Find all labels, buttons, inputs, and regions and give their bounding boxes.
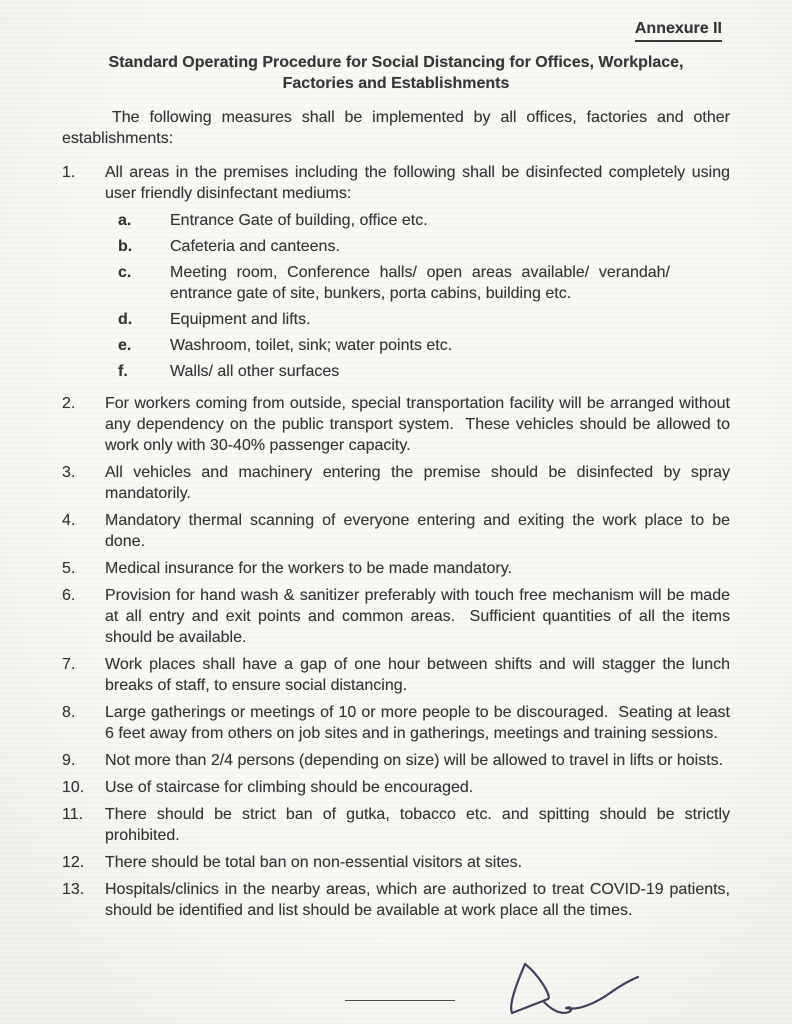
sub-item-letter: c. (118, 264, 132, 281)
item-body (105, 462, 735, 504)
item-number: 10. (62, 779, 85, 796)
list-item (62, 585, 735, 648)
item-number: 12. (62, 854, 85, 871)
list-item (62, 852, 730, 873)
item-text: Mandatory thermal scanning of everyone entering and exiting the work place to be done. (105, 512, 735, 550)
list-item (62, 879, 735, 921)
signature-stroke-main (511, 964, 549, 1013)
item-number: 1. (62, 164, 76, 181)
document-title (62, 52, 730, 94)
sub-item-letter: e. (118, 337, 132, 354)
item-body (105, 852, 730, 873)
sub-item-text: Washroom, toilet, sink; water points etc. (170, 337, 453, 354)
item-number: 6. (62, 587, 76, 604)
item-body (105, 777, 730, 798)
item-body (105, 804, 735, 846)
list-item (62, 393, 735, 456)
signature-stroke-tail (544, 977, 638, 1013)
list-item (62, 510, 735, 552)
list-item (62, 702, 735, 744)
sub-item-text: Equipment and lifts. (170, 311, 311, 328)
annexure-label (62, 18, 730, 42)
list-item (62, 162, 735, 387)
item-body (105, 162, 735, 387)
item-text: All vehicles and machinery entering the premise should be disinfected by spray mandatorily. (105, 464, 735, 502)
sub-item-text: Entrance Gate of building, office etc. (170, 212, 428, 229)
sub-item-text: Cafeteria and canteens. (170, 238, 340, 255)
list-item (62, 462, 735, 504)
item-text: For workers coming from outside, special transportation facility will be arranged without any dependency on the public transport system. These vehicles should be allowed to work only with 30-40% passenger capacity. (105, 395, 735, 454)
list-item (62, 654, 735, 696)
item-body (105, 510, 735, 552)
item-text: Not more than 2/4 persons (depending on size) will be allowed to travel in lifts or hoists. (105, 752, 724, 769)
item-number: 3. (62, 464, 76, 481)
item-body (105, 879, 735, 921)
sub-item-letter: a. (118, 212, 132, 229)
item-number: 4. (62, 512, 76, 529)
item-text: There should be strict ban of gutka, tobacco etc. and spitting should be strictly prohibited. (105, 806, 735, 844)
sub-item-letter: f. (118, 363, 128, 380)
sub-item-letter: d. (118, 311, 133, 328)
item-number: 8. (62, 704, 76, 721)
sub-item-letter: b. (118, 238, 133, 255)
item-text: Large gatherings or meetings of 10 or more people to be discouraged. Seating at least 6 feet away from others on job sites and in gatherings, meetings and training sessions. (105, 704, 735, 742)
item-number: 5. (62, 560, 76, 577)
item-number: 9. (62, 752, 76, 769)
item-body (105, 702, 735, 744)
item-text: Work places shall have a gap of one hour between shifts and will stagger the lunch breaks of staff, to ensure social distancing. (105, 656, 735, 694)
item-number: 7. (62, 656, 76, 673)
sub-list-item (118, 236, 730, 257)
signature-line (345, 1000, 455, 1001)
item-text: All areas in the premises including the following shall be disinfected completely using user friendly disinfectant mediums: (105, 164, 735, 202)
sub-item-text: Meeting room, Conference halls/ open areas available/ verandah/ entrance gate of site, bunkers, porta cabins, building etc. (170, 264, 675, 302)
item-text: There should be total ban on non-essential visitors at sites. (105, 854, 523, 871)
list-item (62, 558, 730, 579)
list-item (62, 777, 730, 798)
item-text: Use of staircase for climbing should be encouraged. (105, 779, 474, 796)
list-item (62, 750, 730, 771)
item-body (105, 585, 735, 648)
item-number: 13. (62, 881, 85, 898)
sub-list-item (118, 361, 730, 382)
document-title-line-1: Standard Operating Procedure for Social Distancing for Offices, Workplace, (108, 54, 684, 71)
sop-list (62, 162, 735, 921)
document-title-line-2: Factories and Establishments (282, 75, 510, 92)
sub-list-item (118, 335, 730, 356)
item-body (105, 558, 730, 579)
sub-list (105, 210, 730, 382)
handwritten-signature-scribble (486, 960, 656, 1024)
item-text: Provision for hand wash & sanitizer preferably with touch free mechanism will be made at all entry and exit points and common areas. Sufficient quantities of all the items should be available. (105, 587, 735, 646)
sub-list-item (118, 309, 730, 330)
intro-paragraph: The following measures shall be implemented by all offices, factories and other establishments: (62, 109, 735, 147)
item-text: Hospitals/clinics in the nearby areas, which are authorized to treat COVID-19 patients, should be identified and list should be available at work place all the times. (105, 881, 735, 919)
item-body (105, 393, 735, 456)
item-body (105, 750, 730, 771)
item-number: 2. (62, 395, 76, 412)
sub-list-item (118, 262, 730, 304)
sub-list-item (118, 210, 730, 231)
item-body (105, 654, 735, 696)
item-text: Medical insurance for the workers to be made mandatory. (105, 560, 513, 577)
sub-item-text: Walls/ all other surfaces (170, 363, 340, 380)
annexure-label-text: Annexure II (635, 18, 722, 42)
item-number: 11. (62, 806, 84, 823)
list-item (62, 804, 735, 846)
